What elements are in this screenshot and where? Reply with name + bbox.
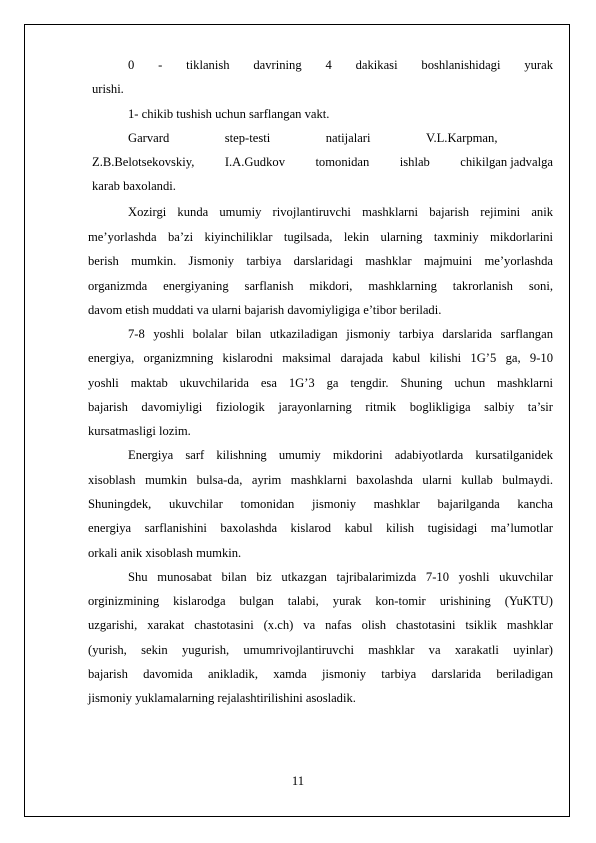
word: natijalari bbox=[325, 131, 371, 145]
text-line: urishi. bbox=[92, 82, 124, 96]
text-line bbox=[128, 130, 553, 146]
text-line: uzgarishi, xarakat chastotasini (x.ch) va nafas olish chastotasini tsiklik mashklar bbox=[88, 618, 553, 632]
word: 0 bbox=[128, 58, 135, 72]
page-number: 11 bbox=[291, 774, 305, 788]
text-line: organizmda energiyaning sarflanish mikdori, mashklarning takrorlanish soni, bbox=[88, 279, 553, 293]
text-line: energiya sarflanishini baxolashda kislarod kabul kilish tugisidagi ma’lumotlar bbox=[88, 521, 553, 535]
word: 4 bbox=[325, 58, 332, 72]
text-line: yoshli maktab ukuvchilarida esa 1G’3 ga tengdir. Shuning uchun mashklarni bbox=[88, 376, 553, 390]
word: boshlanishidagi bbox=[421, 58, 501, 72]
word: Garvard bbox=[128, 131, 170, 145]
text-line: 7-8 yoshli bolalar bilan utkaziladigan jismoniy tarbiya darslarida sarflangan bbox=[128, 327, 553, 341]
text-line: kursatmasligi lozim. bbox=[88, 424, 191, 438]
word: step-testi bbox=[224, 131, 271, 145]
text-line: xisoblash mumkin bulsa-da, ayrim mashklarni baxolashda ularni kullab bulmaydi. bbox=[88, 473, 553, 487]
word: Z.B.Belotsekovskiy, bbox=[92, 155, 195, 169]
word: davrining bbox=[253, 58, 302, 72]
text-line: energiya, organizmning kislarodni maksimal darajada kabul kilishi 1G’5 ga, 9-10 bbox=[88, 351, 553, 365]
text-line: (yurish, sekin yugurish, umumrivojlantiruvchi mashklar va xarakatli uyinlar) bbox=[88, 643, 553, 657]
text-line: karab baxolandi. bbox=[92, 179, 176, 193]
text-line: Shuningdek, ukuvchilar tomonidan jismoniy mashklar bajarilganda kancha bbox=[88, 497, 553, 511]
text-line bbox=[128, 57, 553, 73]
text-line: Shu munosabat bilan biz utkazgan tajribalarimizda 7-10 yoshli ukuvchilar bbox=[128, 570, 553, 584]
word: - bbox=[158, 58, 163, 72]
word: ishlab bbox=[399, 155, 430, 169]
word: tomonidan bbox=[315, 155, 370, 169]
text-line: Energiya sarf kilishning umumiy mikdorini adabiyotlarda kursatilganidek bbox=[128, 448, 553, 462]
text-line: berish mumkin. Jismoniy tarbiya darslaridagi mashklar majmuini me’yorlashda bbox=[88, 254, 553, 268]
text-line: jismoniy yuklamalarning rejalashtirilishini asosladik. bbox=[88, 691, 356, 705]
text-line: bajarish davomida anikladik, xamda jismoniy tarbiya darslarida beriladigan bbox=[88, 667, 553, 681]
word: yurak bbox=[524, 58, 553, 72]
word: dakikasi bbox=[355, 58, 398, 72]
word: V.L.Karpman, bbox=[426, 131, 498, 145]
word: I.A.Gudkov bbox=[224, 155, 285, 169]
text-line: 1- chikib tushish uchun sarflangan vakt. bbox=[128, 107, 330, 121]
text-line: orginizmining kislarodga bulgan talabi, yurak kon-tomir urishining (YuKTU) bbox=[88, 594, 553, 608]
word: tiklanish bbox=[186, 58, 230, 72]
text-line: bajarish davomiyligi fiziologik jarayonlarning ritmik boglikligiga salbiy ta’sir bbox=[88, 400, 553, 414]
word: chikilgan jadvalga bbox=[460, 155, 553, 169]
text-line: orkali anik xisoblash mumkin. bbox=[88, 546, 242, 560]
text-line bbox=[92, 154, 553, 170]
text-line: davom etish muddati va ularni bajarish davomiyligiga e’tibor beriladi. bbox=[88, 303, 442, 317]
text-line: me’yorlashda ba’zi kiyinchiliklar tugilsada, lekin ularning taxminiy mikdorlarini bbox=[88, 230, 553, 244]
text-line: Xozirgi kunda umumiy rivojlantiruvchi mashklarni bajarish rejimini anik bbox=[128, 205, 553, 219]
